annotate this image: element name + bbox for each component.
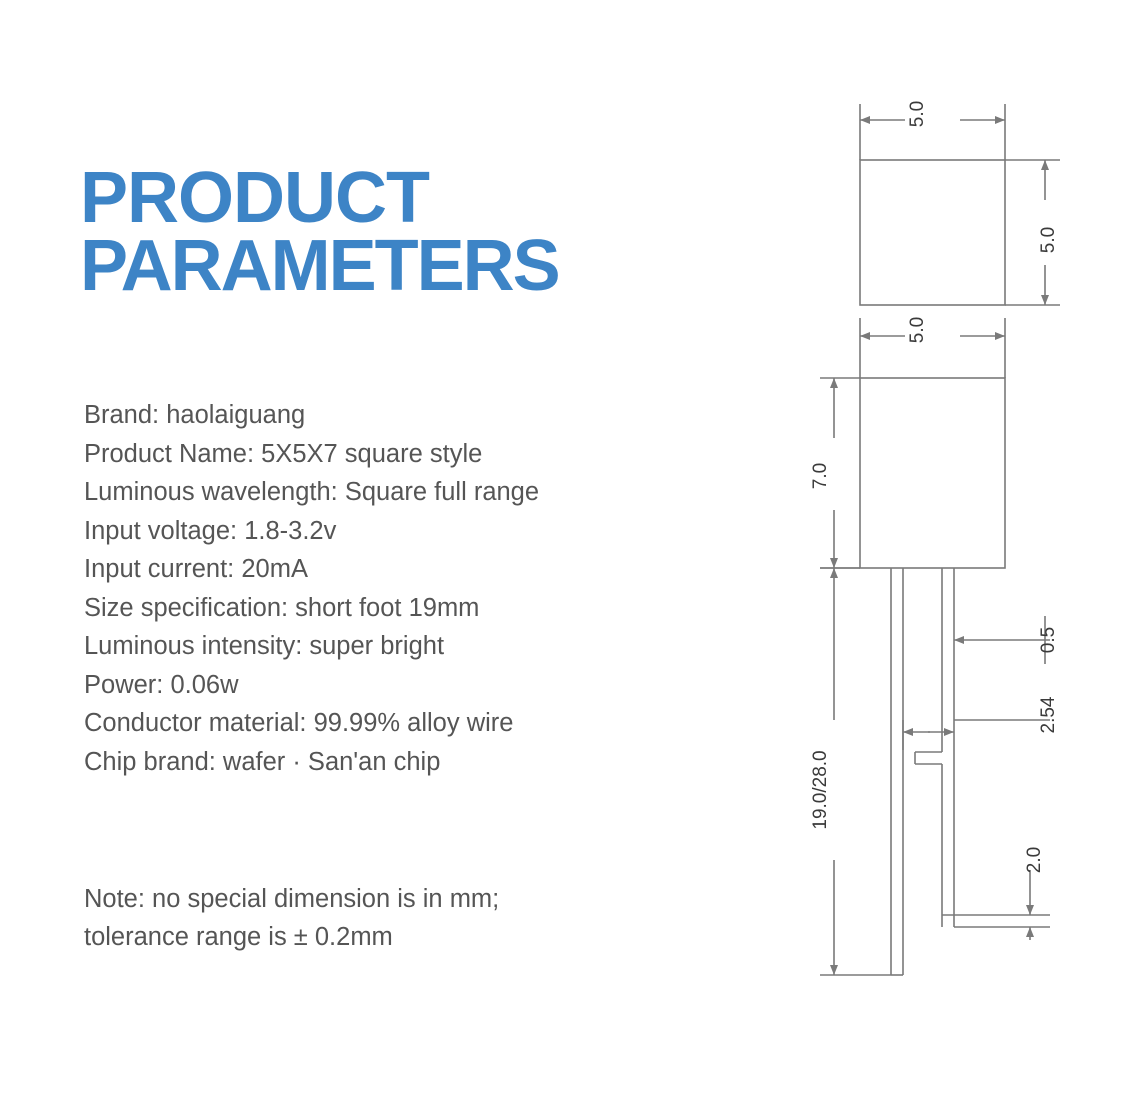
spec-item-product-name: Product Name: 5X5X7 square style [84,439,483,468]
spec-item-brand: Brand: haolaiguang [84,401,306,429]
dim-top-view-width: 5.0 [907,100,928,128]
spec-item-chip-brand: Chip brand: wafer · San'an chip [84,747,441,776]
spec-item-size-specification: Size specification: short foot 19mm [84,593,480,622]
dim-side-view-width: 5.0 [907,316,928,344]
dim-lead-pitch: 2.54 [1038,696,1059,734]
spec-item-conductor-material: Conductor material: 99.99% alloy wire [84,709,514,737]
title-line-product: PRODUCT [80,158,429,238]
dim-lead-offset: 2.0 [1024,846,1045,874]
spec-item-input-current: Input current: 20mA [84,555,308,583]
dim-top-view-height: 5.0 [1038,226,1059,254]
spec-item-luminous-intensity: Luminous intensity: super bright [84,632,445,660]
spec-item-input-voltage: Input voltage: 1.8-3.2v [84,516,337,545]
note-line-2: tolerance range is ± 0.2mm [84,923,393,951]
technical-drawing [760,60,1125,1070]
title-line-parameters: PARAMETERS [80,225,559,306]
dim-body-height: 7.0 [810,462,831,490]
note-block [84,880,704,956]
specification-list [84,396,724,781]
dim-lead-length: 19.0/28.0 [810,750,831,830]
note-line-1: Note: no special dimension is in mm; [84,885,500,913]
dim-lead-width: 0.5 [1038,626,1059,654]
spec-item-luminous-wavelength: Luminous wavelength: Square full range [84,478,540,506]
page-title [80,158,720,306]
spec-item-power: Power: 0.06w [84,670,239,699]
